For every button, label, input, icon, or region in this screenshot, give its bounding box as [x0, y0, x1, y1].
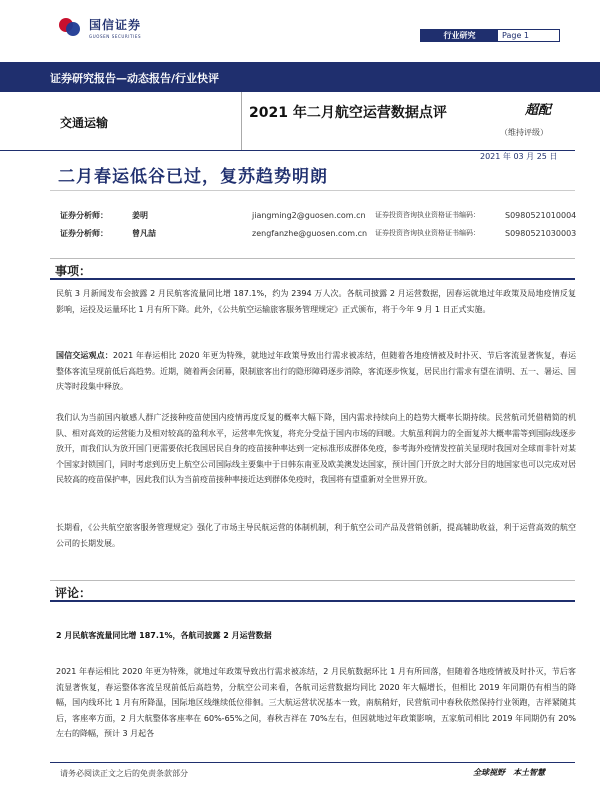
events-paragraph: 民航 3 月新闻发布会披露 2 月民航客流量同比增 187.1%，约为 2394 万人次。各航司披露 2 月运营数据，因春运就地过年政策及局地疫情反复影响，运投及运量环比 1 月有所下降。此外，《公共航空运输旅客服务管理规定》正式颁布，将于今年 9 月 1 日正式实施。: [56, 289, 576, 314]
analyst-row: [60, 206, 580, 224]
analyst-row: [60, 224, 580, 242]
headline: 二月春运低谷已过，复苏趋势明朗: [58, 167, 328, 187]
analyst-name: 曾凡喆: [132, 228, 156, 238]
view-text: 2021 年春运相比 2020 年更为特殊，就地过年政策导致出行需求被冻结，但随着各地疫情被及时扑灭、节后客流显著恢复，春运整体客流呈现前低后高趋势。近期，随着两会闭幕，限制旅客出行的隐形障碍逐步消除，客流逐步恢复，居民出行需求有望在清明、五一、暑运、国庆等时段集中释放。: [56, 351, 577, 391]
divider: [50, 762, 575, 763]
comment-paragraph: 2021 年春运相比 2020 年更为特殊，就地过年政策导致出行需求被冻结，2 月民航数据环比 1 月有所回落，但随着各地疫情被及时扑灭，节后客流显著恢复，春运整体客流呈现前低后高趋势，分航空公司来看，各航司运营数据均同比 2020 年大幅增长，但相比 2019 年同期仍有相当的降幅，国内线环比 1 月有所降温，国际地区线继续低位徘徊。三大航运营状况基本一致，南航稍好，民营航司中春秋依然保持行业领跑，吉祥紧随其后，客座率方面，2 月大航整体客座率在 60%-65%之间，春秋吉祥在 70%左右，但因就地过年政策影响，五家航司相比 2019 年同期仍有 20%左右的降幅，预计 3 月起各: [56, 667, 576, 738]
analyst-role: 证券分析师：: [60, 228, 108, 238]
company-logo: [57, 14, 141, 40]
divider: [50, 278, 575, 280]
rating-note: （维持评级）: [500, 128, 548, 137]
divider: [241, 92, 242, 150]
report-category: 证券研究报告—动态报告/行业快评: [50, 72, 220, 85]
events-label: 事项：: [55, 264, 92, 278]
page-number: Page 1: [502, 31, 529, 40]
header-tag-box: [420, 29, 560, 42]
divider: [50, 190, 575, 191]
analyst-cert-label: 证券投资咨询执业资格证书编码：: [375, 229, 480, 237]
analyst-email[interactable]: zengfanzhe@guosen.com.cn: [252, 228, 368, 238]
comment-section-header: [50, 580, 575, 602]
disclaimer-note: 请务必阅读正文之后的免责条款部分: [60, 769, 188, 778]
view-paragraph: [56, 348, 576, 395]
logo-name-en: GUOSEN SECURITIES: [89, 33, 142, 39]
analyst-role: 证券分析师：: [60, 210, 108, 220]
analyst-email[interactable]: jiangming2@guosen.com.cn: [252, 210, 366, 220]
rating: 超配: [525, 103, 552, 118]
logo-icon: [57, 14, 83, 40]
divider: [50, 600, 575, 602]
analyst-cert-number: S0980521010004: [505, 210, 577, 220]
longterm-paragraph: 长期看，《公共航空旅客服务管理规定》强化了市场主导民航运营的体制机制，利于航空公司产品及营销创新，提高辅助收益，利于运营高效的航空公司的长期发展。: [56, 523, 576, 548]
divider: [50, 258, 575, 259]
report-title: 2021 年二月航空运营数据点评: [249, 105, 447, 121]
report-category-band: [0, 62, 600, 92]
events-section-header: [50, 258, 575, 280]
comment-label: 评论：: [55, 586, 92, 600]
sector-label: 交通运输: [60, 116, 109, 130]
view-lead: 国信交运观点：: [56, 351, 113, 360]
analyst-name: 姜明: [132, 210, 148, 220]
slogan: 全球视野 本土智慧: [473, 768, 545, 777]
divider: [50, 580, 575, 581]
analyst-cert-label: 证券投资咨询执业资格证书编码：: [375, 211, 480, 219]
analyst-list: [60, 206, 580, 242]
report-type-tag: 行业研究: [421, 30, 498, 41]
report-date: 2021 年 03 月 25 日: [480, 152, 558, 161]
comment-subheading: 2 月民航客流量同比增 187.1%，各航司披露 2 月运营数据: [56, 631, 272, 640]
analyst-cert-number: S0980521030003: [505, 228, 577, 238]
analysis-paragraph: 我们认为当前国内敏感人群广泛接种疫苗使国内疫情再度反复的概率大幅下降，国内需求持续向上的趋势大概率长期持续。民营航司凭借精简的机队、相对高效的运营能力及相对较高的盈利水平，运营率先恢复，将充分受益于国内市场的回暖。大航虽利润力的全面复苏大概率需等到国际线逐步放开，而我们认为放开国门更需要依托我国居民自身的疫苗接种率达到一定标准形成群体免疫，参考海外疫情发控前关显现时我国对全球而非针对某个国家封锁国门，同时考虑到历史上航空公司国际线主要集中于日韩东南亚及欧美澳发达国家，预计国门开放之时大部分目的地国家也可以完成对居民较高的疫苗保护率，因此我们认为当前疫苗接种率接近达到群体免疫时，我国将有望重新对全世界开放。: [56, 413, 576, 484]
logo-name-cn: 国信证券: [89, 17, 142, 32]
